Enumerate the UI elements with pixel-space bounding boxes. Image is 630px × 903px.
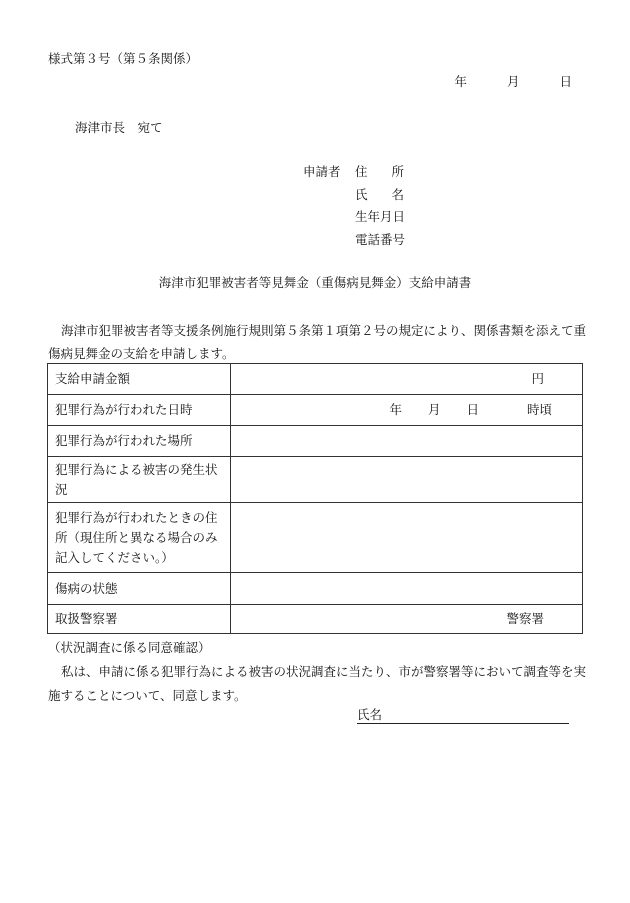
- table-row: [48, 605, 583, 634]
- row-value-datetime[interactable]: [231, 395, 583, 426]
- consent-text-content: 私は、申請に係る犯罪行為による被害の状況調査に当たり、市が警察署等において調査等を実施することについて、同意します。: [48, 664, 587, 703]
- row-label-police: 取扱警察署: [48, 605, 231, 634]
- row-value-police[interactable]: 警察署: [231, 605, 583, 634]
- signature-line[interactable]: [357, 707, 569, 724]
- row-value-place[interactable]: [231, 426, 583, 457]
- applicant-birthdate-label: 生年月日: [355, 209, 406, 224]
- table-row: [48, 395, 583, 426]
- consent-heading: （状況調査に係る同意確認）: [48, 640, 211, 655]
- form-number: 様式第３号（第５条関係）: [48, 51, 199, 66]
- table-row: [48, 364, 583, 395]
- body-text: [48, 319, 588, 365]
- row-label-injury: 傷病の状態: [48, 573, 231, 605]
- date-day: 日: [559, 74, 572, 89]
- date-line: [0, 74, 572, 89]
- row-value-amount[interactable]: 円: [231, 364, 583, 395]
- row-label-amount: 支給申請金額: [48, 364, 231, 395]
- row-value-address-at-time[interactable]: [231, 503, 583, 573]
- datetime-day: 日: [466, 402, 479, 417]
- applicant-fields: [355, 164, 428, 254]
- addressee: 海津市長 宛て: [75, 120, 163, 135]
- application-table: [47, 363, 583, 634]
- table-row: [48, 426, 583, 457]
- date-year: 年: [454, 74, 467, 89]
- table-row: [48, 457, 583, 503]
- applicant-label: 申請者: [303, 164, 341, 179]
- datetime-year: 年: [389, 402, 402, 417]
- datetime-time: 時頃: [526, 402, 552, 417]
- applicant-name-label: 氏名: [355, 186, 429, 202]
- body-text-content: 海津市犯罪被害者等支援条例施行規則第５条第１項第２号の規定により、関係書類を添えて重傷病見舞金の支給を申請します。: [48, 323, 587, 361]
- applicant-phone-label: 電話番号: [355, 231, 406, 247]
- row-label-place: 犯罪行為が行われた場所: [48, 426, 231, 457]
- row-label-datetime: 犯罪行為が行われた日時: [48, 395, 231, 426]
- table-row: [48, 573, 583, 605]
- date-month: 月: [506, 74, 520, 89]
- applicant-address-label: 住所: [355, 164, 429, 179]
- row-value-injury[interactable]: [231, 573, 583, 605]
- row-label-address-at-time: 犯罪行為が行われたときの住所（現住所と異なる場合のみ記入してください。）: [48, 503, 231, 573]
- consent-text: [48, 660, 588, 708]
- table-row: [48, 503, 583, 573]
- row-label-damage: 犯罪行為による被害の発生状況: [48, 457, 231, 503]
- datetime-month: 月: [427, 402, 441, 417]
- signature-label: 氏名: [357, 707, 383, 722]
- document-title: 海津市犯罪被害者等見舞金（重傷病見舞金）支給申請書: [158, 275, 472, 290]
- row-value-damage[interactable]: [231, 457, 583, 503]
